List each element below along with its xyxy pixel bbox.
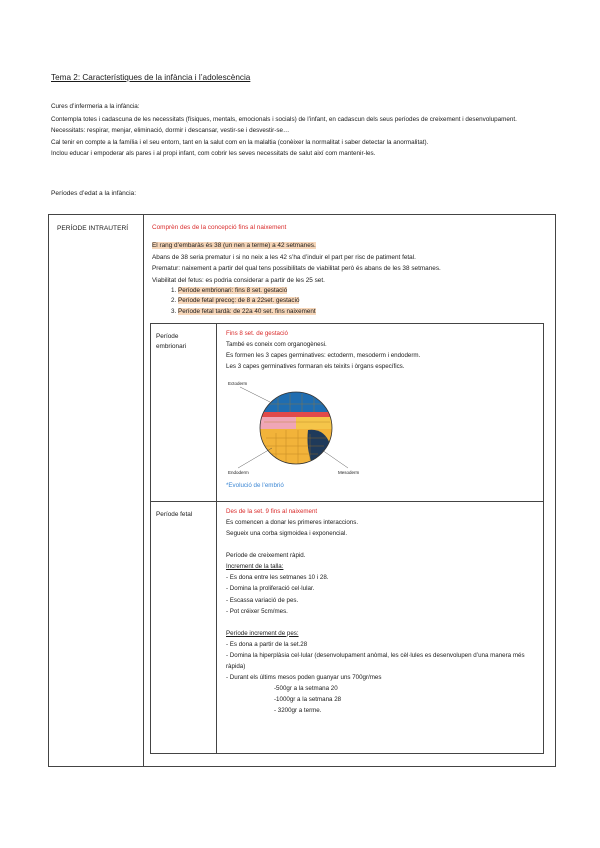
range-highlight: El rang d’embaràs és 38 (un nen a terme) a 42 setmanes. <box>152 242 316 250</box>
list-item: - Pot créixer 5cm/mes. <box>226 607 288 615</box>
viability-text: Viabilitat del fetus: es podria considerar a partir de les 25 set. <box>152 276 325 284</box>
fetal-content-cell <box>217 501 544 753</box>
weight-title: Període increment de pes: <box>226 629 299 637</box>
embryo-illustration <box>226 378 376 478</box>
list-item: 1. Període embrionari: fins 8 set. gestació <box>178 286 547 296</box>
list-item: -500gr a la setmana 20 <box>274 685 338 693</box>
list-item: 2. Període fetal precoç: de 8 a 22set. gestació <box>178 296 547 306</box>
subperiods-table <box>150 323 544 754</box>
fetal-label-cell <box>151 501 217 753</box>
intro-paragraph-2: Cal tenir en compte a la família i el seu entorn, tant en la salut com en la malaltia (conèixer la normalitat i saber detectar la anormalitat). <box>51 138 429 146</box>
phases-list <box>152 286 547 317</box>
fetal-line-2: Segueix una corba sigmoidea i exponencial. <box>226 530 348 538</box>
embryo-caption: *Evolució de l’embrió <box>226 482 284 490</box>
list-item: - Domina la proliferació cel·lular. <box>226 585 315 593</box>
ectoderm-label: Ectoderm <box>228 381 248 387</box>
prematur-definition: Prematur: naixement a partir del qual tens possibilitats de viabilitat però és abans de les 38 setmanes. <box>152 265 441 273</box>
list-item: - Durant els últims mesos poden guanyar uns 700gr/mes <box>226 674 382 682</box>
endoderm-label: Endoderm <box>228 470 249 476</box>
list-item: - Es dona a partir de la set.28 <box>226 640 308 648</box>
fetal-heading: Des de la set. 9 fins al naixement <box>226 507 318 515</box>
embryonic-label-cell <box>151 323 217 501</box>
growth-text: Període de creixement ràpid. <box>226 552 306 560</box>
embryonic-line-1: També es coneix com organogènesi. <box>226 341 327 349</box>
page-title: Tema 2: Característiques de la infància i l’adolescència <box>51 73 251 82</box>
fetal-line-1: Es comencen a donar les primeres interaccions. <box>226 519 359 527</box>
list-item: - Escassa variació de pes. <box>226 596 299 604</box>
height-title: Increment de la talla: <box>226 563 284 571</box>
embryonic-line-2: Es formen les 3 capes germinatives: ectoderm, mesoderm i endoderm. <box>226 352 421 360</box>
intro-heading: Cures d’infermeria a la infància: <box>51 103 140 110</box>
period-label-cell <box>49 215 144 767</box>
period-heading: Comprèn des de la concepció fins al naixement <box>152 224 287 231</box>
period-label: PERÍODE INTRAUTERÍ <box>57 225 129 232</box>
list-item: - Domina la hiperplàsia cel·lular (desenvolupament anòmal, les cèl·lules es desenvolupen d’una manera més ràpida) <box>226 651 525 671</box>
intro-paragraph-1: Contempla totes i cadascuna de les necessitats (físiques, mentals, emocionals i socials) de l’infant, en cadascun dels seus períodes de creixement i desenvolupament. Necessitats: respirar, menjar, eliminació, dormir i descansar, vestir-se i desvestir-se… <box>51 115 517 135</box>
list-item: - 3200gr a terme. <box>274 707 322 715</box>
embryonic-line-3: Les 3 capes germinatives formaran els teixits i òrgans específics. <box>226 363 405 371</box>
intro-section <box>51 101 531 160</box>
embryonic-label: Període embrionari <box>156 332 187 351</box>
mesoderm-label: Mesoderm <box>338 470 360 476</box>
embryonic-heading: Fins 8 set. de gestació <box>226 329 288 337</box>
period-content-cell <box>144 215 556 767</box>
embryonic-content-cell <box>217 323 544 501</box>
list-item: -1000gr a la setmana 28 <box>274 696 342 704</box>
premature-text: Abans de 38 seria prematur i si no neix a les 42 s’ha d’induir el part per risc de patiment fetal. <box>152 253 416 261</box>
list-item: - Es dona entre les setmanes 10 i 28. <box>226 574 329 582</box>
fetal-label: Període fetal <box>156 510 193 518</box>
periods-title: Períodes d’edat a la infància: <box>51 190 137 197</box>
list-item: 3. Període fetal tardà: de 22a 40 set. fins naixement <box>178 307 547 317</box>
periods-table <box>48 214 556 767</box>
intro-paragraph-3: Inclou educar i empoderar als pares i al propi infant, com cobrir les seves necessitats de salut així com mantenir-les. <box>51 150 376 158</box>
